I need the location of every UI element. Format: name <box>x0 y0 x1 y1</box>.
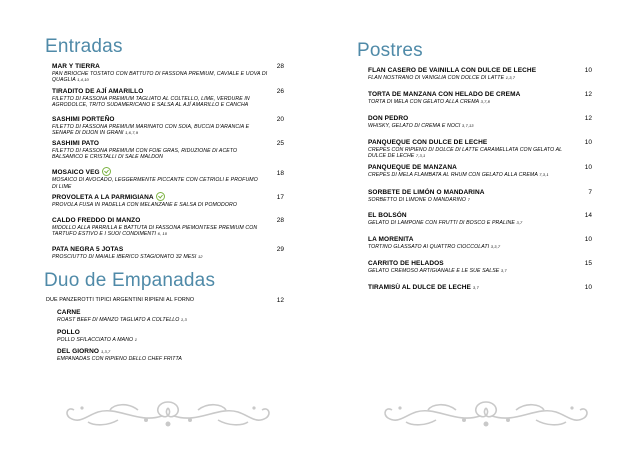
item-name: PROVOLETA A LA PARMIGIANA <box>52 193 262 202</box>
item-name: PANQUEQUE CON DULCE DE LECHE <box>368 139 488 146</box>
item-name: FLAN CASERO DE VAINILLA CON DULCE DE LECHE <box>368 67 537 74</box>
item-name: TIRAMISÙ AL DULCE DE LECHE 3,7 <box>368 284 479 291</box>
item-name: CARNE <box>57 309 81 316</box>
item-desc: PROVOLA FUSA IN PADELLA CON MELANZANE E SALSA DI POMODORO <box>52 202 237 209</box>
item-desc: EMPANADAS CON RIPIENO DELLO CHEF FRITTA <box>57 356 182 362</box>
item-desc: POLLO SFILACCIATO A MANO 1 <box>57 337 138 343</box>
section-intro: DUE PANZEROTTI TIPICI ARGENTINI RIPIENI AL FORNO <box>46 297 195 303</box>
menu-item <box>52 88 267 109</box>
item-price: 26 <box>276 88 284 95</box>
item-name: DON PEDRO <box>368 115 409 122</box>
right-page-ornament-icon <box>376 398 596 430</box>
item-price: 10 <box>584 139 592 146</box>
left-page-ornament-icon <box>58 398 278 430</box>
item-price: 28 <box>276 63 284 70</box>
item-desc: ROAST BEEF DI MANZO TAGLIATO A COLTELLO 1,3 <box>57 317 187 323</box>
item-name: SORBETE DE LIMÓN O MANDARINA <box>368 189 485 196</box>
vegetarian-leaf-icon <box>156 192 165 201</box>
item-price: 17 <box>276 194 284 201</box>
menu-item <box>368 164 573 178</box>
item-price: 15 <box>584 260 592 267</box>
item-desc: WHISKY, GELATO DI CREMA E NOCI 3,7,13 <box>368 123 474 129</box>
item-price: 25 <box>276 140 284 147</box>
item-price: 10 <box>584 236 592 243</box>
item-price: 12 <box>276 297 284 304</box>
menu-item <box>57 329 297 343</box>
item-price: 20 <box>276 116 284 123</box>
item-name: TORTA DE MANZANA CON HELADO DE CREMA <box>368 91 521 98</box>
menu-item <box>52 246 267 260</box>
item-name: PANQUEQUE DE MANZANA <box>368 164 457 171</box>
item-name: EL BOLSÓN <box>368 212 407 219</box>
item-price: 10 <box>584 284 592 291</box>
item-desc: FILETTO DI FASSONA PREMIUM MARINATO CON SOIA, BUCCIA D'ARANCIA E SENAPE DI DIJON IN GRANI 1,6,7,9 <box>52 124 250 137</box>
item-desc: FILETTO DI FASSONA PREMIUM CON FOIE GRAS, RIDUZIONE DI ACETO BALSAMICO E CRISTALLI DI SALE MALDON <box>52 148 238 161</box>
item-name: MAR Y TIERRA <box>52 63 100 70</box>
item-desc: CREPES DI MELA FLAMBATA AL RHUM CON GELATO ALLA CREMA 7,3,1 <box>368 172 549 178</box>
item-name: CALDO FREDDO DI MANZO <box>52 217 141 224</box>
menu-item <box>52 116 267 137</box>
menu-item <box>368 139 573 160</box>
section-title-postres: Postres <box>357 40 423 61</box>
menu-item <box>52 63 292 84</box>
menu-item <box>52 193 262 209</box>
item-desc: MIDOLLO ALLA PARRILLA E BATTUTA DI FASSONA PIEMONTESE PREMIUM CON TARTUFO ESTIVO E I SUOI CONDIMENTI 6, 10 <box>52 225 258 238</box>
item-desc: SORBETTO DI LIMONE O MANDARINO 7 <box>368 197 470 203</box>
item-desc: FILETTO DI FASSONA PREMIUM TAGLIATO AL COLTELLO, LIME, VERDURE IN AGRODOLCE, TRITO SUDAMERICANO E SALSA AL AJÍ AMARILLO E CANCHA <box>52 96 250 109</box>
vegetarian-leaf-icon <box>102 167 111 176</box>
item-desc: PROSCIUTTO DI MAIALE IBERICO STAGIONATO 32 MESI 12 <box>52 254 203 260</box>
menu-item <box>52 168 262 190</box>
item-desc: TORTINO GLASSATO AI QUATTRO CIOCCOLATI 3,3,7 <box>368 244 501 250</box>
item-price: 29 <box>276 246 284 253</box>
item-name: DEL GIORNO 1,3,7 <box>57 348 111 355</box>
item-price: 14 <box>584 212 592 219</box>
item-desc: PAN BRIOCHE TOSTATO CON BATTUTO DI FASSONA PREMIUM, CAVIALE E UOVA DI QUAGLIA 1,4,10 <box>52 71 268 84</box>
item-name: POLLO <box>57 329 80 336</box>
menu-item <box>52 217 264 238</box>
item-name: PATA NEGRA 5 JOTAS <box>52 246 124 253</box>
item-price: 10 <box>584 67 592 74</box>
item-price: 18 <box>276 170 284 177</box>
item-price: 28 <box>276 217 284 224</box>
menu-item <box>57 309 297 323</box>
item-desc: MOSAICO DI AVOCADO, LEGGERMENTE PICCANTE CON CETRIOLI E PROFUMO DI LIME <box>52 177 258 190</box>
item-price: 12 <box>584 91 592 98</box>
menu-item <box>52 140 262 161</box>
item-name: LA MORENITA <box>368 236 414 243</box>
item-desc: FLAN NOSTRANO DI VANIGLIA CON DOLCE DI LATTE 1,3,7 <box>368 75 516 81</box>
item-name: CARRITO DE HELADOS <box>368 260 444 267</box>
item-name: SASHIMI PORTEÑO <box>52 116 115 123</box>
section-title-entradas: Entradas <box>45 36 123 57</box>
item-desc: GELATO CREMOSO ARTIGIANALE E LE SUE SALSE 3,7 <box>368 268 507 274</box>
item-price: 7 <box>588 189 592 196</box>
item-name: SASHIMI PATO <box>52 140 100 147</box>
item-price: 10 <box>584 164 592 171</box>
item-desc: TORTA DI MELA CON GELATO ALLA CREMA 3,7,8 <box>368 99 490 105</box>
item-desc: CREPES CON RIPIENO DI DOLCE DI LATTE CARAMELLATA CON GELATO AL DULCE DE LECHE 7,3,1 <box>368 147 563 160</box>
menu-item <box>57 348 297 362</box>
item-name: TIRADITO DE AJÍ AMARILLO <box>52 88 144 95</box>
section-title-duo-empanadas: Duo de Empanadas <box>44 270 216 291</box>
item-name: MOSAICO VEG <box>52 168 262 177</box>
item-desc: GELATO DI LAMPONE CON FRUTTI DI BOSCO E PRALINE 3,7 <box>368 220 523 226</box>
item-price: 12 <box>584 115 592 122</box>
